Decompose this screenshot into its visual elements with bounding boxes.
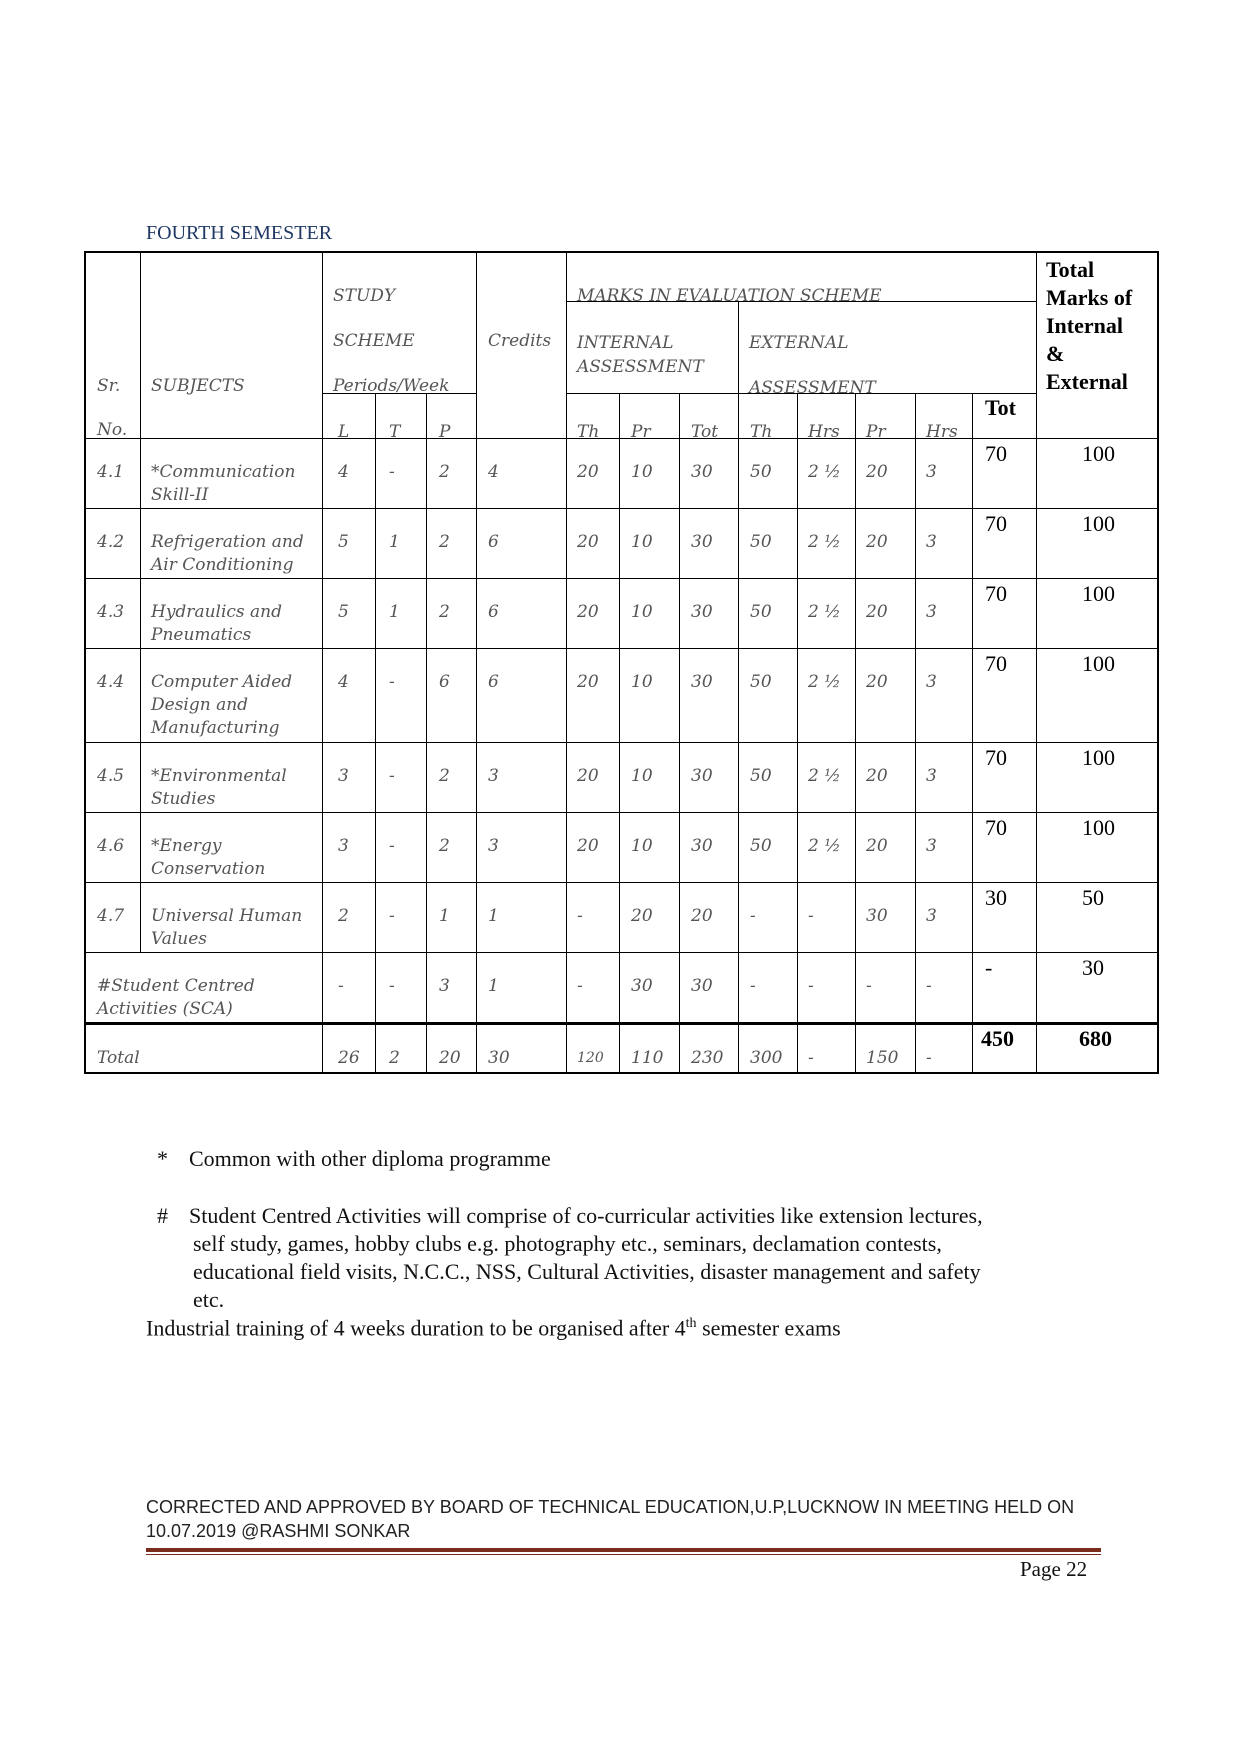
row-subject-line: Refrigeration and bbox=[151, 532, 304, 552]
table-row-itot-cell bbox=[679, 648, 739, 743]
row-subject-line: #Student Centred bbox=[97, 976, 255, 996]
note-industrial-training: Industrial training of 4 weeks duration to be organised after 4th semester exams bbox=[146, 1315, 841, 1341]
row-subject-line: Design and bbox=[151, 695, 249, 715]
row-eth: 50 bbox=[750, 672, 772, 692]
table-row-L-cell bbox=[322, 812, 376, 883]
table-row-ipr-cell bbox=[619, 648, 680, 743]
row-credits: 6 bbox=[488, 672, 499, 692]
table-row-eth-cell bbox=[738, 882, 798, 953]
row-tot: 30 bbox=[985, 885, 1007, 910]
table-row-T-cell bbox=[375, 508, 427, 579]
total-row-ehrs-cell bbox=[797, 1023, 856, 1074]
header-epr-label: Pr bbox=[866, 422, 886, 442]
section-title: FOURTH SEMESTER bbox=[146, 222, 333, 244]
row-ith: - bbox=[577, 976, 583, 996]
header-total-marks-label-1: Total bbox=[1046, 257, 1095, 282]
note-hash-mark: # bbox=[157, 1203, 168, 1228]
row-sr: 4.2 bbox=[97, 532, 125, 552]
row-P: 3 bbox=[439, 976, 450, 996]
row-itot: 30 bbox=[691, 836, 713, 856]
row-tot: 70 bbox=[985, 651, 1007, 676]
sca-row-eth-cell bbox=[738, 952, 798, 1024]
row-P: 2 bbox=[439, 836, 450, 856]
row-credits: 6 bbox=[488, 602, 499, 622]
table-row-ith-cell bbox=[566, 882, 620, 953]
row-ipr: 30 bbox=[631, 976, 653, 996]
header-internal-label-2: ASSESSMENT bbox=[577, 357, 704, 377]
header-p-label: P bbox=[439, 422, 451, 442]
row-ipr: 10 bbox=[631, 462, 653, 482]
table-row-L-cell bbox=[322, 882, 376, 953]
row-ith: 20 bbox=[577, 836, 599, 856]
row-credits: 6 bbox=[488, 532, 499, 552]
total-row-T: 2 bbox=[389, 1048, 400, 1068]
header-eth-label: Th bbox=[750, 422, 773, 442]
header-total-marks-label-3: Internal bbox=[1046, 313, 1123, 338]
sca-row-T-cell bbox=[375, 952, 427, 1024]
row-tot: 70 bbox=[985, 441, 1007, 466]
footer-approval-text: CORRECTED AND APPROVED BY BOARD OF TECHNICAL EDUCATION,U.P,LUCKNOW IN MEETING HELD ON 10.07.2019 @RASHMI SONKAR bbox=[146, 1497, 1075, 1541]
row-itot: 30 bbox=[691, 976, 713, 996]
row-ehrs2: 3 bbox=[926, 672, 937, 692]
note-asterisk-mark: * bbox=[157, 1146, 168, 1171]
total-row-label: Total bbox=[97, 1048, 140, 1068]
row-subject-line: *Environmental bbox=[151, 766, 287, 786]
row-itot: 30 bbox=[691, 532, 713, 552]
header-subjects-cell bbox=[140, 251, 323, 439]
row-L: 5 bbox=[338, 602, 349, 622]
note-sca-line-1: Student Centred Activities will comprise of co-curricular activities like extension lectures, bbox=[189, 1203, 983, 1228]
row-ith: 20 bbox=[577, 532, 599, 552]
row-total: 100 bbox=[1082, 815, 1115, 840]
row-itot: 30 bbox=[691, 602, 713, 622]
header-study-label-3: Periods/Week bbox=[333, 376, 450, 396]
row-ipr: 10 bbox=[631, 532, 653, 552]
row-L: 2 bbox=[338, 906, 349, 926]
total-row-P: 20 bbox=[439, 1048, 461, 1068]
row-subject-line: *Energy bbox=[151, 836, 222, 856]
total-row-ith: 120 bbox=[577, 1050, 604, 1066]
note-sca-line-4: etc. bbox=[193, 1287, 225, 1312]
row-epr: 20 bbox=[866, 766, 888, 786]
row-ehrs: 2 ½ bbox=[808, 462, 841, 482]
row-sr: 4.3 bbox=[97, 602, 125, 622]
table-row-ehrs-cell bbox=[797, 882, 856, 953]
row-sr: 4.7 bbox=[97, 906, 125, 926]
sca-row-ehrs2-cell bbox=[915, 952, 973, 1024]
total-row-credits: 30 bbox=[488, 1048, 510, 1068]
table-row-eth-cell bbox=[738, 648, 798, 743]
table-row-epr-cell bbox=[855, 648, 916, 743]
header-total-marks-label-2: Marks of bbox=[1046, 285, 1133, 310]
total-row-T-cell bbox=[375, 1023, 427, 1074]
row-itot: 30 bbox=[691, 462, 713, 482]
row-T: - bbox=[389, 976, 395, 996]
row-epr: 20 bbox=[866, 836, 888, 856]
header-sr-label: Sr. bbox=[97, 376, 121, 396]
header-tot-label: Tot bbox=[985, 395, 1016, 420]
header-ith-label: Th bbox=[577, 422, 600, 442]
row-T: 1 bbox=[389, 532, 400, 552]
table-row-P-cell bbox=[426, 438, 477, 509]
row-subject-line: *Communication bbox=[151, 462, 296, 482]
table-row-ith-cell bbox=[566, 648, 620, 743]
note-sca-line-3: educational field visits, N.C.C., NSS, Cultural Activities, disaster management and safety bbox=[193, 1259, 981, 1284]
header-t-cell bbox=[375, 393, 427, 439]
row-subject-line: Studies bbox=[151, 789, 216, 809]
header-internal-label-1: INTERNAL bbox=[577, 333, 674, 353]
table-row-ehrs2-cell bbox=[915, 648, 973, 743]
row-T: - bbox=[389, 672, 395, 692]
row-ipr: 10 bbox=[631, 602, 653, 622]
row-P: 2 bbox=[439, 766, 450, 786]
row-eth: 50 bbox=[750, 532, 772, 552]
row-total: 100 bbox=[1082, 745, 1115, 770]
table-row-ehrs2-cell bbox=[915, 508, 973, 579]
row-T: - bbox=[389, 906, 395, 926]
header-ehrs2-label: Hrs bbox=[926, 422, 958, 442]
total-row-ehrs: - bbox=[808, 1048, 814, 1068]
table-row-L-cell bbox=[322, 508, 376, 579]
table-row-T-cell bbox=[375, 578, 427, 649]
row-itot: 30 bbox=[691, 672, 713, 692]
row-subject-line: Values bbox=[151, 929, 208, 949]
row-ehrs: 2 ½ bbox=[808, 532, 841, 552]
sca-row-epr-cell bbox=[855, 952, 916, 1024]
row-tot: 70 bbox=[985, 815, 1007, 840]
header-no-label: No. bbox=[97, 420, 128, 440]
row-credits: 3 bbox=[488, 836, 499, 856]
table-row-P-cell bbox=[426, 882, 477, 953]
row-P: 2 bbox=[439, 532, 450, 552]
row-tot: - bbox=[985, 955, 993, 980]
row-credits: 4 bbox=[488, 462, 499, 482]
row-eth: - bbox=[750, 976, 756, 996]
row-ipr: 10 bbox=[631, 672, 653, 692]
row-ehrs: - bbox=[808, 976, 814, 996]
table-row-L-cell bbox=[322, 578, 376, 649]
row-ehrs: 2 ½ bbox=[808, 672, 841, 692]
table-row-credits-cell bbox=[476, 648, 567, 743]
row-ehrs2: 3 bbox=[926, 836, 937, 856]
sca-row-P-cell bbox=[426, 952, 477, 1024]
table-row-P-cell bbox=[426, 578, 477, 649]
row-total: 100 bbox=[1082, 511, 1115, 536]
row-T: - bbox=[389, 836, 395, 856]
header-external-label-2: ASSESSMENT bbox=[749, 378, 876, 398]
row-credits: 3 bbox=[488, 766, 499, 786]
row-L: - bbox=[338, 976, 344, 996]
total-row-epr: 150 bbox=[866, 1048, 899, 1068]
row-P: 6 bbox=[439, 672, 450, 692]
row-epr: 20 bbox=[866, 462, 888, 482]
table-row-T-cell bbox=[375, 742, 427, 813]
row-subject-line: Hydraulics and bbox=[151, 602, 283, 622]
table-row-T-cell bbox=[375, 648, 427, 743]
table-row-P-cell bbox=[426, 648, 477, 743]
note-sca-line-2: self study, games, hobby clubs e.g. photography etc., seminars, declamation contests, bbox=[193, 1231, 942, 1256]
row-T: - bbox=[389, 766, 395, 786]
row-subject-line: Pneumatics bbox=[151, 625, 252, 645]
total-row-ipr: 110 bbox=[631, 1048, 664, 1068]
header-credits-label: Credits bbox=[488, 331, 552, 351]
table-row-T-cell bbox=[375, 812, 427, 883]
sca-row-ehrs-cell bbox=[797, 952, 856, 1024]
row-subject-line: Universal Human bbox=[151, 906, 303, 926]
row-epr: 20 bbox=[866, 532, 888, 552]
row-credits: 1 bbox=[488, 976, 499, 996]
row-ehrs2: 3 bbox=[926, 462, 937, 482]
row-ehrs: 2 ½ bbox=[808, 602, 841, 622]
row-ehrs2: 3 bbox=[926, 602, 937, 622]
row-total: 100 bbox=[1082, 651, 1115, 676]
row-ith: 20 bbox=[577, 602, 599, 622]
header-study-label-1: STUDY bbox=[333, 286, 396, 306]
row-tot: 70 bbox=[985, 745, 1007, 770]
row-ehrs: - bbox=[808, 906, 814, 926]
row-L: 3 bbox=[338, 766, 349, 786]
row-T: 1 bbox=[389, 602, 400, 622]
row-total: 100 bbox=[1082, 441, 1115, 466]
footer-rule-thin bbox=[146, 1554, 1101, 1555]
header-ehrs-label: Hrs bbox=[808, 422, 840, 442]
table-row-L-cell bbox=[322, 648, 376, 743]
header-marks-label: MARKS IN EVALUATION SCHEME bbox=[577, 286, 882, 306]
total-row-tot: 450 bbox=[981, 1026, 1014, 1051]
row-itot: 20 bbox=[691, 906, 713, 926]
row-P: 1 bbox=[439, 906, 450, 926]
row-ipr: 10 bbox=[631, 836, 653, 856]
row-ehrs2: 3 bbox=[926, 532, 937, 552]
row-sr: 4.4 bbox=[97, 672, 125, 692]
table-row-sr-cell bbox=[84, 648, 141, 743]
header-itot-label: Tot bbox=[691, 422, 719, 442]
row-eth: - bbox=[750, 906, 756, 926]
row-epr: 20 bbox=[866, 672, 888, 692]
row-sr: 4.6 bbox=[97, 836, 125, 856]
row-itot: 30 bbox=[691, 766, 713, 786]
note-common: Common with other diploma programme bbox=[189, 1146, 551, 1171]
row-subject-line: Air Conditioning bbox=[151, 555, 294, 575]
header-subjects-label: SUBJECTS bbox=[151, 376, 245, 396]
table-row-ehrs2-cell bbox=[915, 742, 973, 813]
row-epr: 20 bbox=[866, 602, 888, 622]
table-row-P-cell bbox=[426, 508, 477, 579]
header-total-marks-label-5: External bbox=[1046, 369, 1128, 394]
row-eth: 50 bbox=[750, 836, 772, 856]
row-total: 50 bbox=[1082, 885, 1104, 910]
sca-row-ith-cell bbox=[566, 952, 620, 1024]
row-sr: 4.5 bbox=[97, 766, 125, 786]
row-ith: 20 bbox=[577, 672, 599, 692]
header-total-marks-label-4: & bbox=[1046, 341, 1065, 366]
total-row-ehrs2-cell bbox=[915, 1023, 973, 1074]
table-row-ehrs2-cell bbox=[915, 438, 973, 509]
row-P: 2 bbox=[439, 602, 450, 622]
row-tot: 70 bbox=[985, 511, 1007, 536]
table-row-ehrs2-cell bbox=[915, 812, 973, 883]
table-row-ehrs-cell bbox=[797, 648, 856, 743]
row-total: 30 bbox=[1082, 955, 1104, 980]
table-row-ehrs2-cell bbox=[915, 882, 973, 953]
table-row-ehrs2-cell bbox=[915, 578, 973, 649]
header-p-cell bbox=[426, 393, 477, 439]
row-eth: 50 bbox=[750, 462, 772, 482]
row-ehrs2: 3 bbox=[926, 906, 937, 926]
row-epr: - bbox=[866, 976, 872, 996]
row-ehrs: 2 ½ bbox=[808, 836, 841, 856]
row-epr: 30 bbox=[866, 906, 888, 926]
row-ith: - bbox=[577, 906, 583, 926]
row-ehrs2: 3 bbox=[926, 766, 937, 786]
row-ehrs: 2 ½ bbox=[808, 766, 841, 786]
row-subject-line: Activities (SCA) bbox=[97, 999, 233, 1019]
row-eth: 50 bbox=[750, 602, 772, 622]
row-ith: 20 bbox=[577, 766, 599, 786]
footer-rule bbox=[146, 1548, 1101, 1552]
table-row-P-cell bbox=[426, 812, 477, 883]
row-ipr: 10 bbox=[631, 766, 653, 786]
row-credits: 1 bbox=[488, 906, 499, 926]
header-study-label-2: SCHEME bbox=[333, 331, 415, 351]
total-row-L: 26 bbox=[338, 1048, 360, 1068]
row-T: - bbox=[389, 462, 395, 482]
table-row-L-cell bbox=[322, 742, 376, 813]
header-l-label: L bbox=[338, 422, 350, 442]
header-study-cell bbox=[322, 251, 477, 394]
row-L: 3 bbox=[338, 836, 349, 856]
header-external-label-1: EXTERNAL bbox=[749, 333, 849, 353]
row-L: 4 bbox=[338, 462, 349, 482]
row-sr: 4.1 bbox=[97, 462, 125, 482]
total-row-eth: 300 bbox=[750, 1048, 783, 1068]
sca-row-L-cell bbox=[322, 952, 376, 1024]
row-P: 2 bbox=[439, 462, 450, 482]
row-total: 100 bbox=[1082, 581, 1115, 606]
row-eth: 50 bbox=[750, 766, 772, 786]
header-t-label: T bbox=[389, 422, 401, 442]
row-subject-line: Conservation bbox=[151, 859, 266, 879]
table-row-T-cell bbox=[375, 438, 427, 509]
row-L: 4 bbox=[338, 672, 349, 692]
row-ipr: 20 bbox=[631, 906, 653, 926]
page-number: Page 22 bbox=[1020, 1557, 1088, 1581]
header-sr-cell bbox=[84, 251, 141, 439]
total-row-ehrs2: - bbox=[926, 1048, 932, 1068]
evaluation-scheme-table bbox=[84, 251, 1158, 1073]
total-row-itot: 230 bbox=[691, 1048, 724, 1068]
sca-row-tot-cell bbox=[972, 952, 1037, 1024]
row-subject-line: Manufacturing bbox=[151, 718, 280, 738]
table-row-P-cell bbox=[426, 742, 477, 813]
row-subject-line: Skill-II bbox=[151, 485, 209, 505]
total-row-separator bbox=[84, 1022, 1158, 1025]
total-row-total: 680 bbox=[1079, 1026, 1112, 1051]
table-row-T-cell bbox=[375, 882, 427, 953]
row-subject-line: Computer Aided bbox=[151, 672, 293, 692]
row-ith: 20 bbox=[577, 462, 599, 482]
row-tot: 70 bbox=[985, 581, 1007, 606]
row-ehrs2: - bbox=[926, 976, 932, 996]
header-ipr-label: Pr bbox=[631, 422, 651, 442]
table-row-L-cell bbox=[322, 438, 376, 509]
row-L: 5 bbox=[338, 532, 349, 552]
